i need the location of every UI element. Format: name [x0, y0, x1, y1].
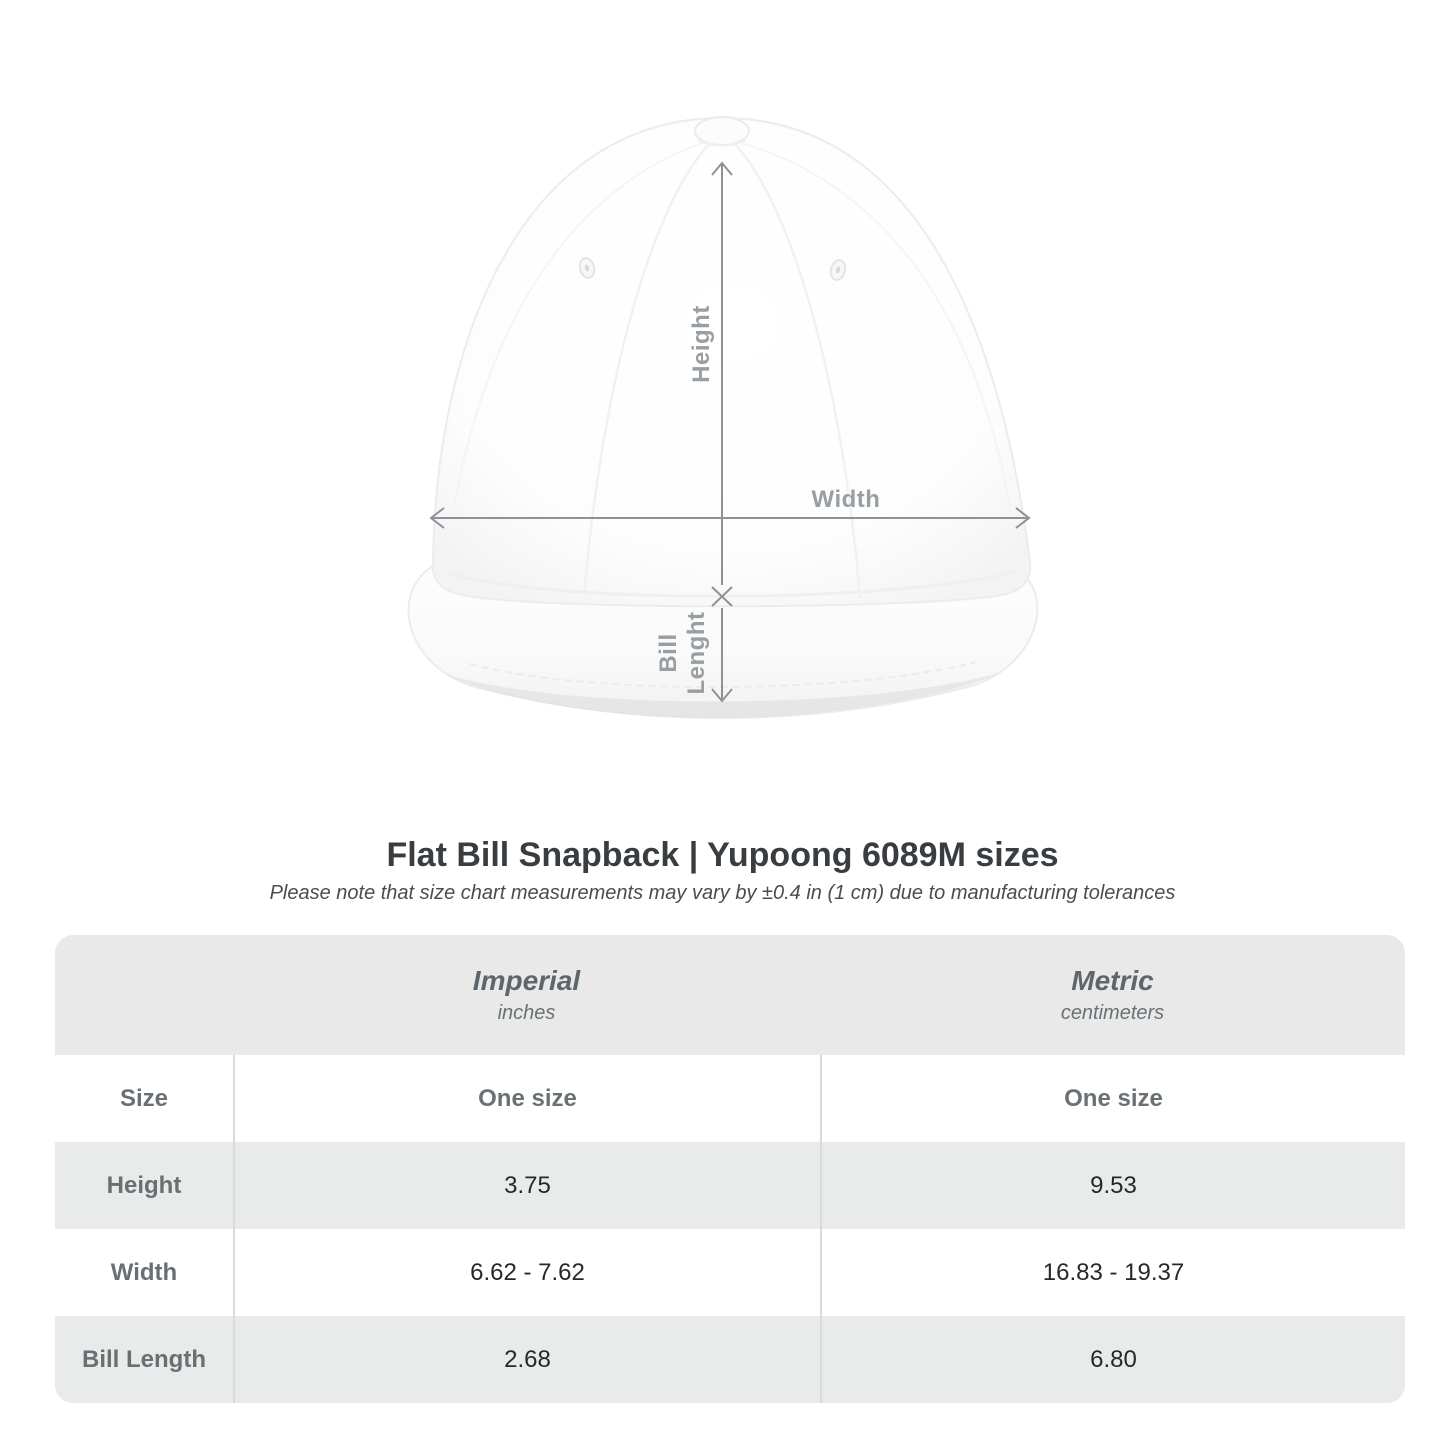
metric-value-cell: One size	[820, 1055, 1405, 1142]
table-row-width	[55, 1229, 1405, 1316]
table-row-bill-length	[55, 1316, 1405, 1403]
metric-unit-label: centimeters	[1060, 1002, 1165, 1024]
page-title: Flat Bill Snapback | Yupoong 6089M sizes	[386, 836, 1059, 874]
imperial-value-cell: 3.75	[233, 1142, 820, 1229]
imperial-unit-label: inches	[497, 1002, 556, 1024]
imperial-value-cell: One size	[233, 1055, 820, 1142]
bill-length-dimension-label-line2: Lenght	[683, 611, 710, 695]
bill-length-dimension-label-line1: Bill	[655, 633, 682, 673]
metric-value-cell: 6.80	[820, 1316, 1405, 1403]
metric-label: Metric	[1071, 965, 1154, 996]
width-dimension-label: Width	[811, 486, 881, 513]
top-button	[695, 117, 749, 146]
table-row-height	[55, 1142, 1405, 1229]
row-label-cell: Bill Length	[82, 1345, 206, 1373]
size-table-header	[55, 935, 1405, 1055]
row-label-cell: Size	[119, 1084, 169, 1112]
tolerance-note: Please note that size chart measurements may vary by ±0.4 in (1 cm) due to manufacturing tolerances	[269, 882, 1176, 904]
table-row-size	[55, 1055, 1405, 1142]
imperial-label: Imperial	[472, 965, 581, 996]
metric-value-cell: 16.83 - 19.37	[820, 1229, 1405, 1316]
header-spacer-cell	[55, 935, 233, 1055]
imperial-value-cell: 6.62 - 7.62	[233, 1229, 820, 1316]
row-label-cell: Height	[106, 1171, 182, 1199]
height-dimension-label: Height	[688, 305, 715, 383]
hat-crown	[433, 117, 1030, 606]
row-label-cell: Width	[110, 1258, 178, 1286]
imperial-value-cell: 2.68	[233, 1316, 820, 1403]
metric-value-cell: 9.53	[820, 1142, 1405, 1229]
size-table	[55, 935, 1405, 1403]
column-header-imperial	[233, 935, 820, 1055]
column-header-metric	[820, 935, 1405, 1055]
